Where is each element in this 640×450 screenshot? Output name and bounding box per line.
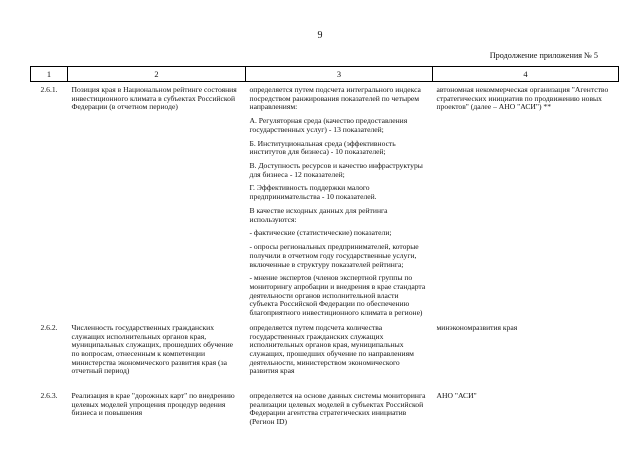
table-header-row xyxy=(31,67,619,82)
row-number: 2.6.3. xyxy=(40,390,58,400)
method-paragraph: А. Регуляторная среда (качество предоставления государственных услуг) - 13 показателей; xyxy=(249,116,408,134)
header-col-3: 3 xyxy=(246,67,433,82)
method-paragraph: определяется путем подсчета количества государственных гражданских служащих исполнительных органов края, муниципальных служащих, прошедших обучение по направлениям деятельности, министерством экономического развития края xyxy=(249,322,414,376)
indicators-table xyxy=(30,66,619,427)
header-col-1: 1 xyxy=(31,67,68,82)
method-paragraph: определяется путем подсчета интегрального индекса посредством ранжирования показателей по четырем направлениям: xyxy=(249,85,421,112)
row-number: 2.6.2. xyxy=(40,322,58,332)
method-paragraph: Г. Эффективность поддержки малого предпринимательства - 10 показателей. xyxy=(249,183,377,202)
method-paragraph: определяется на основе данных системы мониторинга реализации целевых моделей в субъектах Российской Федерации агентства стратегических инициатив (Регион ID) xyxy=(249,390,426,426)
responsible-org: АНО "АСИ" xyxy=(436,390,477,400)
appendix-continuation-note: Продолжение приложения № 5 xyxy=(489,51,598,60)
header-col-2: 2 xyxy=(68,67,246,82)
responsible-org: автономная некоммерческая организация "Агентство стратегических инициатив по продвижению новых проектов" (далее – АНО "АСИ") ** xyxy=(436,85,609,112)
table-row xyxy=(31,318,619,386)
indicator-name: Реализация в крае "дорожных карт" по внедрению целевых моделей упрощения процедур ведения бизнеса и повышения xyxy=(71,390,235,418)
method-paragraph: - мнение экспертов (членов экспертной группы по мониторингу апробации и внедрения в крае стандарта деятельности органов исполнительной власти субъекта Российской Федерации по обеспечению благоприятного инвестиционного климата в регионе) xyxy=(249,273,426,318)
page-number: 9 xyxy=(317,30,323,41)
row-number: 2.6.1. xyxy=(40,85,58,94)
indicator-name: Позиция края в Национальном рейтинге состояния инвестиционного климата в субъектах Российской Федерации (в отчетном периоде) xyxy=(71,85,237,112)
header-col-4: 4 xyxy=(433,67,619,82)
method-paragraph: Б. Институциональная среда (эффективность институтов для бизнеса) - 10 показателей; xyxy=(249,138,396,157)
table-row xyxy=(31,386,619,427)
responsible-org: минэкономразвития края xyxy=(436,322,518,332)
indicator-name: Численность государственных гражданских служащих исполнительных органов края, муниципальных служащих, прошедших обучение по вопросам, отнесенным к компетенции министерства экономического развития края (за отчетный период) xyxy=(71,322,234,376)
calculation-method xyxy=(246,386,433,427)
calculation-method xyxy=(246,318,433,386)
table-row xyxy=(31,82,619,318)
method-paragraph: - опросы региональных предпринимателей, которые получили в отчетном году государственные услуги, включенные в структуру показателей рейтинга; xyxy=(249,242,419,269)
method-paragraph: В. Доступность ресурсов и качество инфраструктуры для бизнеса - 12 показателей; xyxy=(249,161,423,179)
method-paragraph: - фактические (статистические) показатели; xyxy=(249,228,392,238)
method-paragraph: В качестве исходных данных для рейтинга используются: xyxy=(249,205,388,224)
calculation-method xyxy=(246,82,433,318)
